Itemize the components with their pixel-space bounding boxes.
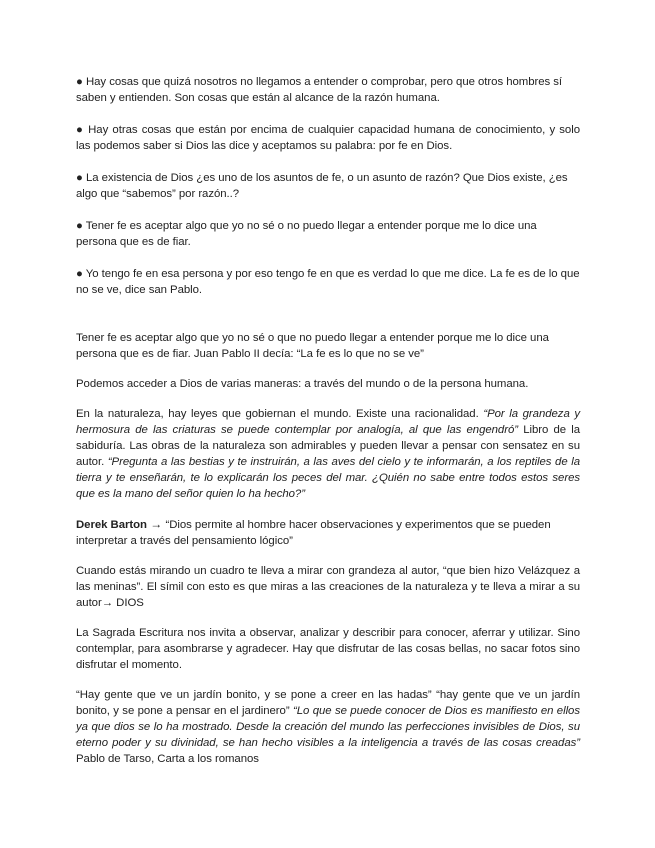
nature-text: En la naturaleza, hay leyes que gobiernan el mundo. Existe una racionalidad. [76, 408, 484, 420]
author-name: Derek Barton [76, 519, 147, 531]
romans-quote: “Lo que se puede conocer de Dios es manifiesto en ellos ya que dios se lo ha mostrado. Desde la creación del mundo las perfecciones invisibles de Dios, su eterno poder y su divinidad, se han hecho visibles a la inteligencia a través de las cosas creadas” [76, 705, 580, 749]
paragraph-garden [76, 687, 580, 767]
paragraph-access-god: Podemos acceder a Dios de varias maneras: a través del mundo o de la persona humana. [76, 378, 529, 390]
bullet-item [76, 74, 580, 106]
barton-quote: “Dios permite al hombre hacer observaciones y experimentos que se pueden interpretar a través del pensamiento lógico” [76, 519, 551, 547]
bullet-text: Yo tengo fe en esa persona y por eso tengo fe en que es verdad lo que me dice. La fe es de lo que no se ve, dice san Pablo. [76, 268, 580, 296]
arrow-icon: → [146, 517, 166, 531]
bullet-text: La existencia de Dios ¿es uno de los asuntos de fe, o un asunto de razón? Que Dios existe, ¿es algo que “sabemos” por razón..? [76, 172, 568, 200]
bullet-text: Tener fe es aceptar algo que yo no sé o no puedo llegar a entender porque me lo dice una persona que es de fiar. [76, 220, 537, 248]
bullet-list [76, 74, 580, 298]
paragraph-faith: Tener fe es aceptar algo que yo no sé o que no puedo llegar a entender porque me lo dice una persona que es de fiar. Juan Pablo II decía: “La fe es lo que no se ve” [76, 332, 549, 360]
bullet-marker: ● [76, 124, 84, 136]
bullet-item [76, 218, 580, 250]
nature-text-2: Libro de la sabiduría. Las obras de la naturaleza son admirables y pueden llevar a pensar con sensatez en su autor. [76, 424, 580, 468]
bullet-text: Hay otras cosas que están por encima de cualquier capacidad humana de conocimiento, y solo las podemos saber si Dios las dice y aceptamos su palabra: por fe en Dios. [76, 124, 580, 152]
bullet-item [76, 122, 580, 154]
job-quote: “Pregunta a las bestias y te instruirán, a las aves del cielo y te informarán, a los reptiles de la tierra y te enseñarán, te lo explicarán los peces del mar. ¿Quién no sabe entre todos estos seres que es la mano del señor quien lo ha hecho?” [76, 456, 580, 500]
bullet-marker: ● [76, 172, 83, 184]
romans-source: Pablo de Tarso, Carta a los romanos [76, 753, 259, 765]
paragraph-barton [76, 516, 580, 549]
paragraph-scripture: La Sagrada Escritura nos invita a observar, analizar y describir para conocer, aferrar y utilizar. Sino contemplar, para asombrarse y agradecer. Hay que disfrutar de las cosas bellas, no sacar fotos sino disfrutar el momento. [76, 627, 580, 671]
bullet-marker: ● [76, 268, 83, 280]
bullet-marker: ● [76, 76, 83, 88]
bullet-item [76, 170, 580, 202]
paragraph-painting: Cuando estás mirando un cuadro te lleva a mirar con grandeza al autor, “que bien hizo Velázquez a las meninas”. El símil con esto es que miras a las creaciones de la naturaleza y te lleva a mirar a su autor→ DIOS [76, 565, 580, 609]
wisdom-quote: “Por la grandeza y hermosura de las criaturas se puede contemplar por analogía, al que las engendró” [76, 408, 580, 436]
garden-text: “Hay gente que ve un jardín bonito, y se pone a creer en las hadas” “hay gente que ve un jardín bonito, y se pone a pensar en el jardinero” [76, 689, 580, 717]
document-body [76, 74, 580, 781]
bullet-text: Hay cosas que quizá nosotros no llegamos a entender o comprobar, pero que otros hombres sí saben y entienden. Son cosas que están al alcance de la razón humana. [76, 76, 563, 104]
bullet-marker: ● [76, 220, 83, 232]
bullet-item [76, 266, 580, 298]
paragraph-nature [76, 406, 580, 502]
